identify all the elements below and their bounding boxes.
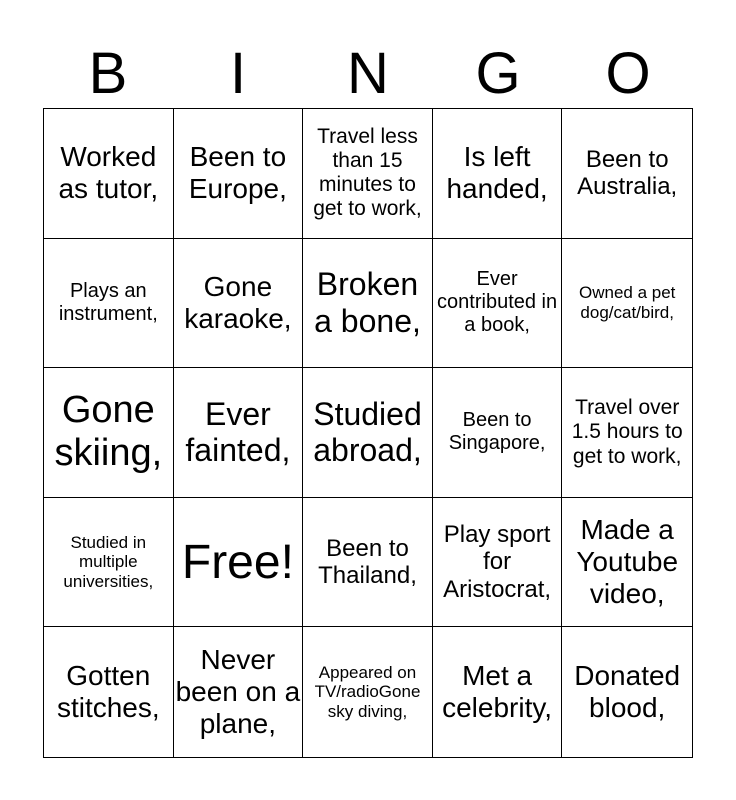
bingo-cell-text: Studied in multiple universities, bbox=[63, 532, 154, 591]
bingo-cell-text: Met a celebrity, bbox=[442, 660, 553, 724]
bingo-cell-text: Free! bbox=[181, 535, 294, 589]
bingo-cell-text: Plays an instrument, bbox=[58, 279, 158, 325]
bingo-cell-text: Broken a bone, bbox=[314, 266, 421, 339]
bingo-cell[interactable] bbox=[303, 109, 433, 239]
bingo-cell[interactable] bbox=[174, 109, 304, 239]
bingo-cell-text: Made a Youtube video, bbox=[576, 513, 679, 610]
bingo-cell-text: Travel less than 15 minutes to get to work, bbox=[313, 125, 422, 221]
bingo-cell-text: Donated blood, bbox=[574, 660, 681, 724]
bingo-board bbox=[43, 108, 693, 758]
bingo-cell-text: Gone karaoke, bbox=[184, 270, 292, 334]
header-letter-o: O bbox=[605, 41, 651, 106]
bingo-cell[interactable] bbox=[44, 498, 174, 628]
bingo-cell-text: Appeared on TV/radioGone sky diving, bbox=[314, 662, 421, 721]
bingo-cell-text: Never been on a plane, bbox=[175, 643, 301, 740]
bingo-cell[interactable] bbox=[433, 109, 563, 239]
bingo-cell-text: Worked as tutor, bbox=[58, 141, 159, 205]
bingo-cell-text: Is left handed, bbox=[446, 141, 548, 205]
bingo-cell-text: Been to Singapore, bbox=[448, 409, 546, 455]
bingo-cell[interactable] bbox=[562, 368, 692, 498]
bingo-cell-free[interactable] bbox=[174, 498, 304, 628]
bingo-cell-text: Been to Thailand, bbox=[318, 534, 417, 590]
bingo-cell-text: Ever contributed in a book, bbox=[437, 268, 558, 337]
bingo-cell-text: Owned a pet dog/cat/bird, bbox=[578, 283, 676, 322]
bingo-cell[interactable] bbox=[303, 368, 433, 498]
bingo-cell[interactable] bbox=[174, 239, 304, 369]
bingo-cell[interactable] bbox=[433, 239, 563, 369]
bingo-cell[interactable] bbox=[174, 368, 304, 498]
header-letter-b: B bbox=[88, 41, 128, 106]
bingo-header bbox=[43, 40, 693, 108]
bingo-cell-text: Gone skiing, bbox=[54, 388, 163, 475]
bingo-cell-text: Travel over 1.5 hours to get to work, bbox=[571, 396, 683, 468]
bingo-cell-text: Been to Europe, bbox=[188, 141, 287, 205]
bingo-cell-text: Play sport for Aristocrat, bbox=[443, 520, 552, 603]
bingo-cell-text: Studied abroad, bbox=[313, 395, 422, 469]
bingo-cell[interactable] bbox=[44, 368, 174, 498]
bingo-cell[interactable] bbox=[44, 239, 174, 369]
bingo-cell[interactable] bbox=[303, 627, 433, 757]
bingo-cell[interactable] bbox=[433, 368, 563, 498]
bingo-cell[interactable] bbox=[562, 498, 692, 628]
header-letter-n: N bbox=[347, 41, 389, 106]
bingo-cell[interactable] bbox=[44, 627, 174, 757]
bingo-cell[interactable] bbox=[44, 109, 174, 239]
bingo-cell[interactable] bbox=[562, 109, 692, 239]
header-letter-i: I bbox=[229, 41, 247, 106]
bingo-cell[interactable] bbox=[174, 627, 304, 757]
bingo-cell-text: Gotten stitches, bbox=[56, 660, 160, 724]
bingo-cell[interactable] bbox=[303, 239, 433, 369]
bingo-cell[interactable] bbox=[562, 239, 692, 369]
bingo-cell[interactable] bbox=[562, 627, 692, 757]
bingo-cell[interactable] bbox=[433, 498, 563, 628]
bingo-cell-text: Ever fainted, bbox=[185, 395, 291, 469]
bingo-cell-text: Been to Australia, bbox=[577, 145, 678, 201]
bingo-cell[interactable] bbox=[433, 627, 563, 757]
header-letter-g: G bbox=[475, 41, 521, 106]
bingo-cell[interactable] bbox=[303, 498, 433, 628]
